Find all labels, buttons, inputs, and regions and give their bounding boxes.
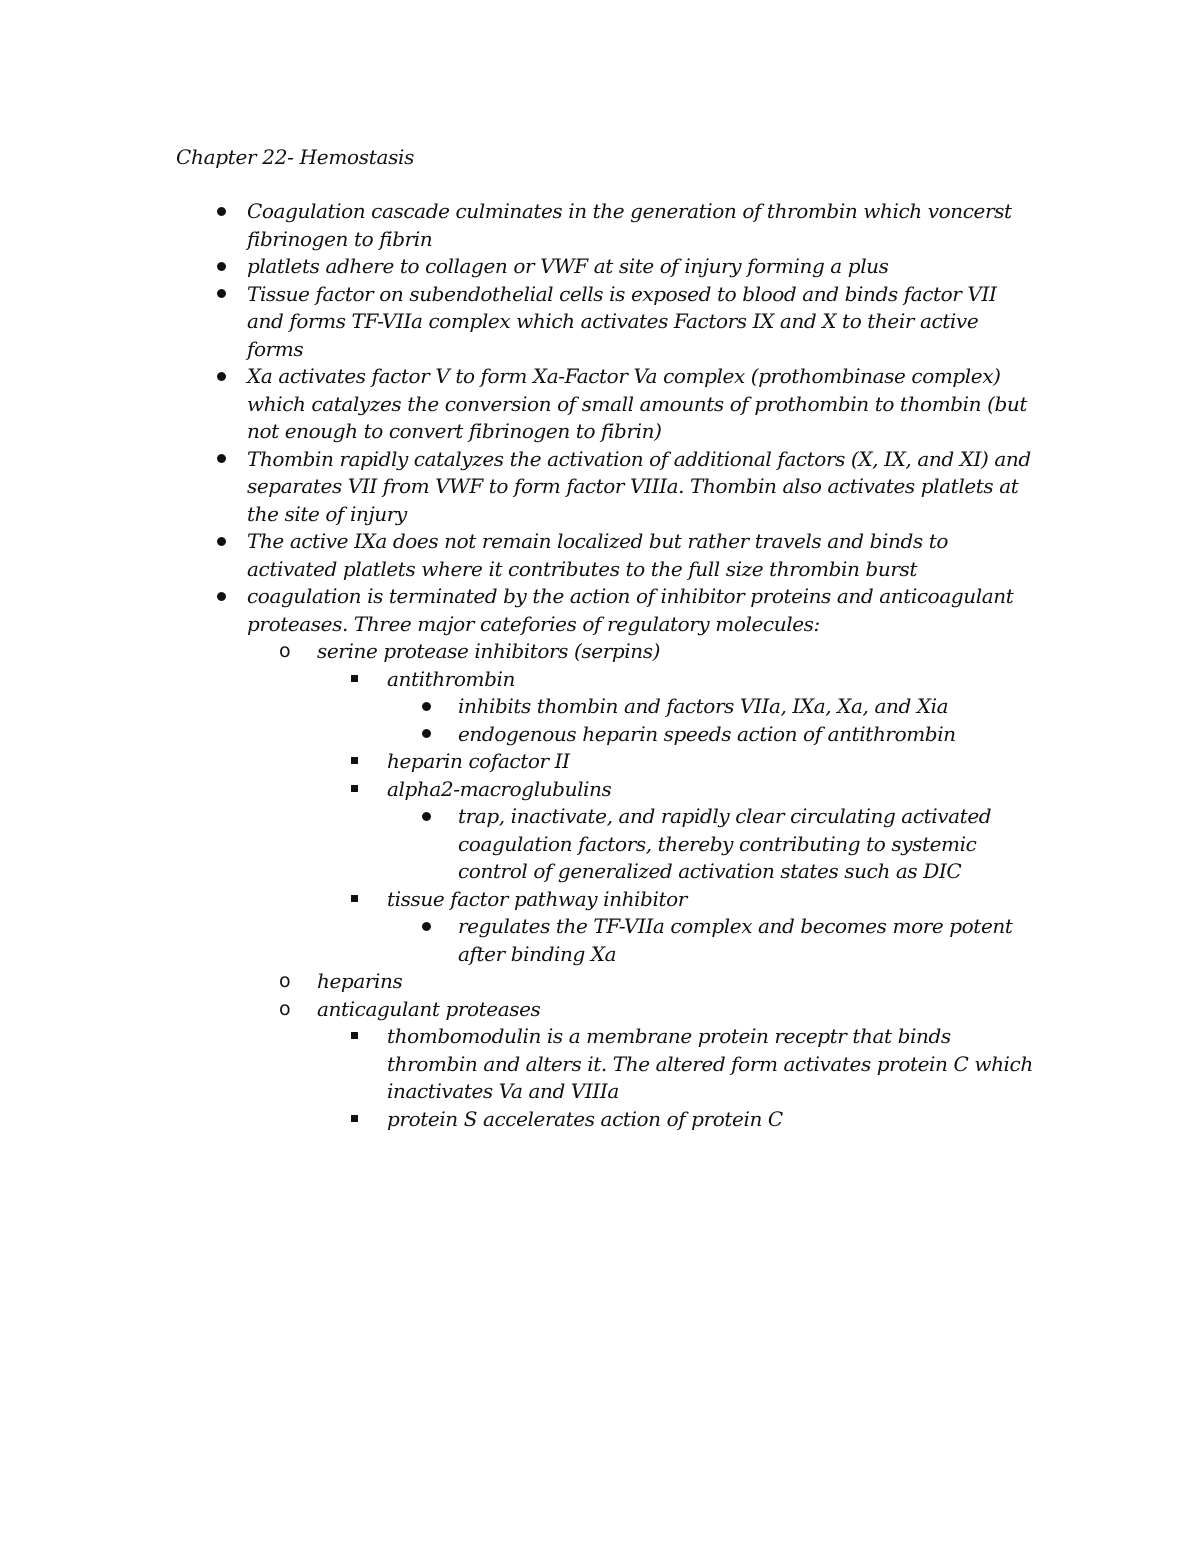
circle-bullet-icon: o (279, 997, 291, 1020)
list-item-text: The active IXa does not remain localized but rather travels and binds to activated platlets where it contributes to the full size thrombin burst (247, 529, 948, 581)
serpin-tfpi (387, 886, 1037, 969)
detail-text: endogenous heparin speeds action of antithrombin (458, 721, 956, 746)
bullet-icon (211, 363, 231, 391)
protease-item (387, 1023, 1037, 1106)
serpins-list (387, 666, 1037, 969)
category-heparins (279, 968, 1037, 996)
bullet-icon (211, 528, 231, 556)
detail-item (458, 721, 1037, 749)
detail-item (458, 693, 1037, 721)
bullet-icon (422, 721, 442, 749)
bullet-icon (422, 913, 442, 941)
list-item (247, 446, 1037, 529)
list-item (247, 583, 1037, 1133)
regulatory-categories-list (279, 638, 1037, 1133)
detail-item (458, 803, 1037, 886)
square-bullet-icon (351, 1023, 365, 1051)
category-serpins (279, 638, 1037, 968)
bullet-icon (211, 583, 231, 611)
list-item-text: Coagulation cascade culminates in the generation of thrombin which voncerst fibrinogen to fibrin (247, 199, 1012, 251)
square-bullet-icon (351, 666, 365, 694)
circle-bullet-icon: o (279, 640, 291, 662)
detail-text: regulates the TF-VIIa complex and becomes more potent after binding Xa (458, 914, 1013, 966)
bullet-icon (211, 281, 231, 309)
serpin-label: antithrombin (387, 666, 516, 691)
category-label: anticagulant proteases (317, 996, 541, 1021)
circle-bullet-icon: o (279, 970, 291, 992)
serpin-label: tissue factor pathway inhibitor (387, 886, 687, 911)
macroglobulins-details (458, 803, 1037, 886)
serpin-heparin-cofactor (387, 748, 1037, 776)
serpin-label: heparin cofactor II (387, 749, 570, 773)
protease-item (387, 1106, 1037, 1134)
detail-item (458, 913, 1037, 968)
bullet-icon (211, 253, 231, 281)
page-title: Chapter 22- Hemostasis (176, 145, 415, 169)
category-label: serine protease inhibitors (serpins) (317, 639, 661, 663)
proteases-list (387, 1023, 1037, 1133)
square-bullet-icon (351, 776, 365, 804)
list-item (247, 528, 1037, 583)
bullet-icon (422, 693, 442, 721)
main-bullet-list (247, 198, 1037, 1133)
list-item (247, 253, 1037, 281)
list-item-text: platlets adhere to collagen or VWF at site of injury forming a plus (247, 254, 889, 278)
square-bullet-icon (351, 1106, 365, 1134)
list-item-text: Tissue factor on subendothelial cells is exposed to blood and binds factor VII and forms TF-VIIa complex which activates Factors IX and X to their active forms (247, 281, 997, 361)
bullet-icon (422, 803, 442, 831)
protease-text: thombomodulin is a membrane protein receptr that binds thrombin and alters it. The altered form activates protein C which inactivates Va and VIIIa (387, 1024, 1033, 1103)
serpin-antithrombin (387, 666, 1037, 749)
list-item (247, 281, 1037, 364)
detail-text: trap, inactivate, and rapidly clear circulating activated coagulation factors, thereby contributing to systemic control of generalized activation states such as DIC (458, 804, 992, 883)
serpin-macroglobulins (387, 776, 1037, 886)
list-item (247, 198, 1037, 253)
square-bullet-icon (351, 886, 365, 914)
list-item (247, 363, 1037, 446)
serpin-label: alpha2-macroglubulins (387, 776, 612, 801)
protease-text: protein S accelerates action of protein C (387, 1106, 783, 1131)
bullet-icon (211, 198, 231, 226)
category-label: heparins (317, 969, 403, 993)
category-proteases (279, 996, 1037, 1134)
detail-text: inhibits thombin and factors VIIa, IXa, Xa, and Xia (458, 694, 949, 718)
square-bullet-icon (351, 748, 365, 776)
list-item-text: coagulation is terminated by the action of inhibitor proteins and anticoagulant proteases. Three major catefories of regulatory molecules: (247, 584, 1014, 636)
list-item-text: Xa activates factor V to form Xa-Factor Va complex (prothombinase complex) which catalyzes the conversion of small amounts of prothombin to thombin (but not enough to convert fibrinogen to fibrin) (247, 364, 1028, 443)
list-item-text: Thombin rapidly catalyzes the activation of additional factors (X, IX, and XI) and separates VII from VWF to form factor VIIIa. Thombin also activates platlets at the site of injury (247, 446, 1031, 526)
bullet-icon (211, 446, 231, 474)
tfpi-details (458, 913, 1037, 968)
antithrombin-details (458, 693, 1037, 748)
